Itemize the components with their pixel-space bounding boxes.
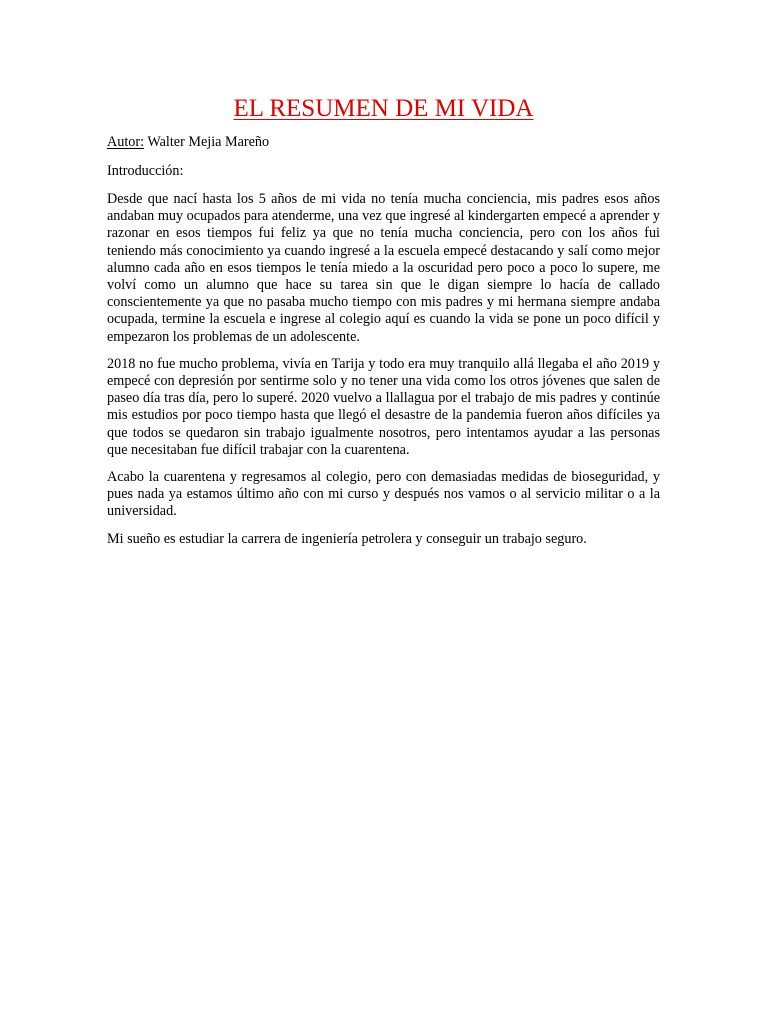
paragraph: Desde que nací hasta los 5 años de mi vida no tenía mucha conciencia, mis padres esos años andaban muy ocupados para atenderme, una vez que ingresé al kindergarten empecé a aprender y razonar en esos tiempos fui feliz ya que no tenía mucha conciencia, pero con los años fui teniendo más conocimiento ya cuando ingresé a la escuela empecé destacando y salí como mejor alumno cada año en esos tiempos le tenía miedo a la oscuridad pero poco a poco lo supere, me volví como un alumno que hace su tarea sin que le digan siempre lo hacía de callado conscientemente ya que no pasaba mucho tiempo con mis padres y mi hermana siempre andaba ocupada, termine la escuela e ingrese al colegio aquí es cuando la vida se pone un poco difícil y empezaron los problemas de un adolescente. bbox=[107, 191, 660, 345]
paragraph: Acabo la cuarentena y regresamos al colegio, pero con demasiadas medidas de bioseguridad, y pues nada ya estamos último año con mi curso y después nos vamos o al servicio militar o a la universidad. bbox=[107, 469, 660, 520]
paragraph: Mi sueño es estudiar la carrera de ingeniería petrolera y conseguir un trabajo seguro. bbox=[107, 530, 587, 547]
document-page bbox=[107, 96, 660, 558]
author-name: Walter Mejia Mareño bbox=[144, 134, 270, 150]
author-label: Autor: bbox=[107, 134, 145, 150]
document-title: EL RESUMEN DE MI VIDA bbox=[233, 95, 534, 122]
author-line bbox=[107, 133, 660, 151]
paragraph: 2018 no fue mucho problema, vivía en Tarija y todo era muy tranquilo allá llegaba el año 2019 y empecé con depresión por sentirme solo y no tener una vida como los otros jóvenes que salen de paseo día tras día, pero lo superé. 2020 vuelvo a llallagua por el trabajo de mis padres y continúe mis estudios por poco tiempo hasta que llegó el desastre de la pandemia fueron años difíciles ya que todos se quedaron sin trabajo igualmente nosotros, pero intentamos ayudar a las personas que necesitaban fue difícil trabajar con la cuarentena. bbox=[107, 355, 660, 458]
intro-heading: Introducción: bbox=[107, 163, 184, 179]
